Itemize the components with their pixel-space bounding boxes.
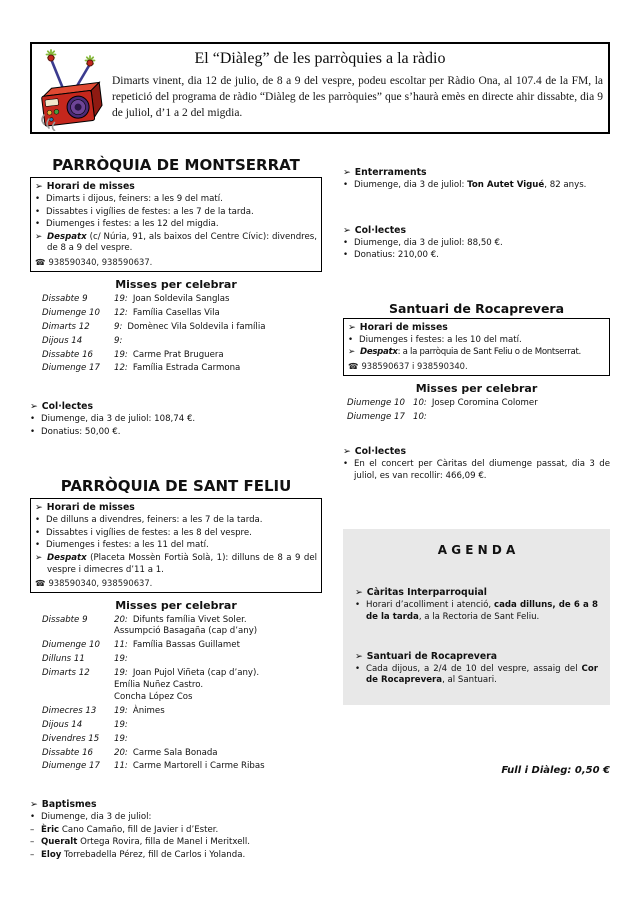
santfeliu-collectes-section: ➢ Col·lectes • Diumenge, dia 3 de juliol: 88,50 €. • Donatius: 210,00 €. [343,225,610,262]
bullet-icon: • [35,527,41,538]
arrow-icon: ➢ [35,231,43,242]
phone-numbers: 938590340, 938590637. [48,578,153,589]
collecta-item: • Diumenge, dia 3 de juliol: 88,50 €. [343,237,503,248]
horari-item: • Dimarts i dijous, feiners: a les 9 del matí. [35,194,223,204]
montserrat-misses-list [30,294,322,376]
arrow-icon: ➢ [35,553,43,564]
agenda-box [343,529,610,704]
mass-row: Diumenge 17 12: Família Estrada Carmona [42,363,241,374]
despatx-line: ➢ Despatx: a la parròquia de Sant Feliu o de Montserrat. [348,347,581,358]
agenda-item: ➢ Santuari de Rocaprevera • Cada dijous, a 2/4 de 10 del vespre, assaig del Cor de Rocaprevera, al Santuari. [355,650,598,686]
rocaprevera-title: Santuari de Rocaprevera [388,300,565,316]
collecta-item: • Donatius: 50,00 €. [30,426,121,437]
mass-row: Diumenge 17 10: [347,411,427,422]
phone-icon: ☎ [35,256,46,267]
arrow-icon: ➢ [348,321,356,333]
bullet-icon: • [30,414,36,425]
mass-row: Diumenge 10 11: Família Bassas Guillamet [42,640,240,651]
mass-row: Dissabte 16 20: Carme Sala Bonada [42,747,218,758]
mass-row: Dimarts 12 9: Domènec Vila Soldevila i família [42,321,266,332]
bullet-icon: • [35,194,41,204]
bullet-icon: • [35,219,41,230]
bullet-icon: • [35,206,41,217]
horari-item: • Dissabtes i vigílies de festes: a les 8 del vespre. [35,527,252,538]
bullet-icon: • [355,600,361,611]
mass-row: Dilluns 11 19: [42,654,128,665]
mass-row: Dissabte 16 19: Carme Prat Bruguera [42,349,224,360]
baptism-entry: – Queralt Ortega Rovira, filla de Manel i Meritxell. [30,837,250,848]
agenda-item: ➢ Càritas Interparroquial • Horari d’acolliment i atenció, cada dilluns, de 6 a 8 de la tarda, a la Rectoria de Sant Feliu. [355,587,598,622]
mass-row: Diumenge 10 12: Família Casellas Vila [42,307,220,318]
arrow-icon: ➢ [343,167,351,178]
phone-line [35,257,317,269]
santfeliu-misses-title: Misses per celebrar [115,598,237,612]
horari-heading: ➢ Horari de misses [35,181,135,192]
mass-row: Divendres 15 19: [42,733,128,744]
mass-row: Dissabte 9 20: Difunts família Vivet Soler. Assumpció Basagaña (cap d’any) [42,614,258,637]
header-announcement: Dimarts vinent, dia 12 de julio, de 8 a 9 del vespre, podeu escoltar per Ràdio Ona, al 107.4 de la FM, la repetició del programa de ràdio “Diàleg de les parròquies” que s’haurà emès en directe ahir dissabte, dia 9 de juliol, d’1 a 2 del migdia. [112,75,603,119]
bullet-icon: • [355,663,361,674]
mass-row: Dimecres 13 19: Ànimes [42,705,165,716]
arrow-icon: ➢ [30,799,38,811]
phone-icon: ☎ [35,578,46,589]
bullet-icon: • [35,540,41,551]
mass-row: Dijous 14 19: [42,719,128,730]
dash-icon: – [30,849,35,860]
bullet-icon: • [348,334,354,345]
collecta-item: • Donatius: 210,00 €. [343,250,439,261]
price-note: Full i Diàleg: 0,50 € [501,764,610,776]
baptismes-section: ➢ Baptismes • Diumenge, dia 3 de juliol: – Èric Cano Camaño, fill de Javier i d’Ester. – Queralt Ortega Rovira, filla de Manel i Meritxell. – Eloy Torrebadella Pérez, fill de Carlos i Yolanda. [30,799,322,861]
bullet-icon: • [343,250,349,261]
phone-icon: ☎ [348,360,359,371]
arrow-icon: ➢ [30,401,38,413]
rocaprevera-misses-title: Misses per celebrar [415,381,538,395]
agenda-title: A G E N D A [437,543,516,558]
dash-icon: – [30,824,35,835]
bullet-icon: • [30,812,36,823]
despatx-line: ➢ Despatx (c/ Núria, 91, als baixos del Centre Cívic): divendres, de 8 a 9 del vespre. [35,231,317,254]
dash-icon: – [30,837,35,848]
arrow-icon: ➢ [355,650,363,662]
bullet-icon: • [343,180,349,190]
phone-line [348,361,605,373]
montserrat-horari-box [30,177,322,272]
mass-row: Diumenge 17 11: Carme Martorell i Carme Ribas [42,761,265,772]
santfeliu-horari-box [30,498,322,593]
montserrat-collectes: ➢ Col·lectes • Diumenge, dia 3 de juliol: 108,74 €. • Donatius: 50,00 €. [30,401,322,438]
phone-line [35,578,317,590]
collecta-item: • En el concert per Càritas del diumenge passat, dia 3 de juliol, es van recollir: 466,09 €. [343,459,610,481]
phone-numbers: 938590637 i 938590340. [361,360,468,371]
bullet-icon: • [343,237,349,248]
mass-row: Dissabte 9 19: Joan Soldevila Sanglas [42,293,230,304]
phone-numbers: 938590340, 938590637. [48,256,153,267]
baptismes-intro: • Diumenge, dia 3 de juliol: [30,812,152,823]
header-box [30,42,610,134]
rocaprevera-collectes-section: ➢ Col·lectes • En el concert per Càritas del diumenge passat, dia 3 de juliol, es van recollir: 466,09 €. [343,446,610,481]
arrow-icon: ➢ [343,224,351,236]
horari-item: • Diumenges i festes: a les 11 del matí. [35,540,209,551]
mass-row: Dijous 14 9: [42,335,123,346]
page-title: El “Diàleg” de les parròquies a la ràdio [194,50,446,67]
baptism-entry: – Èric Cano Camaño, fill de Javier i d’Ester. [30,824,219,835]
montserrat-misses-title: Misses per celebrar [115,277,237,291]
collecta-item: • Diumenge, dia 3 de juliol: 108,74 €. [30,414,196,425]
bullet-icon: • [343,459,349,470]
santfeliu-title: PARRÒQUIA DE SANT FELIU [60,477,292,496]
rocaprevera-horari-box [343,318,610,376]
arrow-icon: ➢ [35,502,43,514]
horari-item: • Diumenges i festes: a les 10 del matí. [348,334,522,345]
horari-item: • Dissabtes i vigílies de festes: a les 7 de la tarda. [35,206,254,217]
enterrament-item: • Diumenge, dia 3 de juliol: Ton Autet Vigué, 82 anys. [343,180,587,190]
arrow-icon: ➢ [348,347,355,358]
left-column [30,157,322,861]
arrow-icon: ➢ [355,587,363,599]
mass-row: Dimarts 12 19: Joan Pujol Viñeta (cap d’any). Emília Nuñez Castro. Concha López Cos [42,668,260,702]
enterraments-section: ➢ Enterraments • Diumenge, dia 3 de juliol: Ton Autet Vigué, 82 anys. [343,167,610,192]
horari-heading: ➢ Horari de misses [348,321,448,333]
mass-row: Diumenge 10 10: Josep Coromina Colomer [347,397,538,408]
despatx-line: ➢ Despatx (Placeta Mossèn Fortià Solà, 1): dilluns de 8 a 9 del vespre i dimecres d’11 a 1. [35,553,317,575]
right-column [343,167,610,776]
santfeliu-misses-list [30,615,322,773]
arrow-icon: ➢ [35,181,43,192]
radio-icon [37,47,109,131]
montserrat-title: PARRÒQUIA DE MONTSERRAT [52,156,300,174]
horari-heading: ➢ Horari de misses [35,502,135,514]
horari-item: • Diumenges i festes: a les 12 del migdia. [35,219,219,230]
bullet-icon: • [30,426,36,437]
arrow-icon: ➢ [343,446,351,458]
baptism-entry: – Eloy Torrebadella Pérez, fill de Carlos i Yolanda. [30,849,246,860]
rocaprevera-misses-list [343,398,610,424]
horari-item: • De dilluns a divendres, feiners: a les 7 de la tarda. [35,515,263,526]
bullet-icon: • [35,515,41,526]
